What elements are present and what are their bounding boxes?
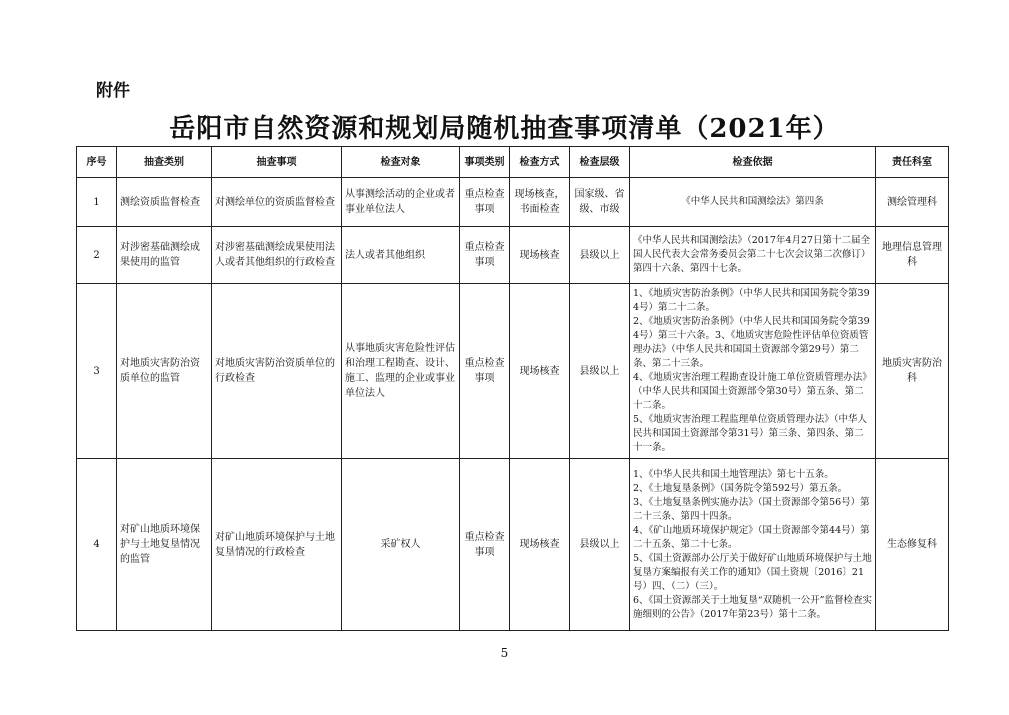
cell-basis (630, 459, 876, 631)
cell-item-type: 重点检查事项 (460, 284, 510, 459)
header-item-type: 事项类别 (460, 147, 510, 178)
cell-target: 采矿权人 (342, 459, 460, 631)
cell-target: 从事地质灾害危险性评估和治理工程勘查、设计、施工、监理的企业或事业单位法人 (342, 284, 460, 459)
cell-basis (630, 227, 876, 284)
cell-item: 对涉密基础测绘成果使用法人或者其他组织的行政检查 (212, 227, 342, 284)
basis-line: 1、《中华人民共和国土地管理法》第七十五条。 (633, 468, 834, 480)
cell-level: 县级以上 (570, 459, 630, 631)
inspection-table (76, 146, 949, 631)
cell-method: 现场核查 (510, 459, 570, 631)
table-row (77, 284, 949, 459)
cell-target: 从事测绘活动的企业或者事业单位法人 (342, 178, 460, 227)
cell-category: 测绘资质监督检查 (117, 178, 212, 227)
cell-item-type: 重点检查事项 (460, 459, 510, 631)
header-category: 抽查类别 (117, 147, 212, 178)
table-row (77, 178, 949, 227)
document-title: 岳阳市自然资源和规划局随机抽查事项清单（2021年） (169, 114, 840, 144)
basis-line: 5、《国土资源部办公厅关于做好矿山地质环境保护与土地复垦方案编报有关工作的通知》（国土资规〔2016〕21号）四、（二）（三）。 (633, 552, 872, 592)
cell-seq: 3 (77, 284, 117, 459)
basis-line: 《中华人民共和国测绘法》第四条 (681, 196, 824, 207)
page-number: 5 (500, 646, 509, 660)
cell-level: 国家级、省级、市级 (570, 178, 630, 227)
header-item: 抽查事项 (212, 147, 342, 178)
cell-category: 对矿山地质环境保护与土地复垦情况的监管 (117, 459, 212, 631)
header-basis: 检查依据 (630, 147, 876, 178)
cell-seq: 1 (77, 178, 117, 227)
cell-method: 现场核查，书面检查 (510, 178, 570, 227)
cell-item: 对地质灾害防治资质单位的行政检查 (212, 284, 342, 459)
basis-line: 《中华人民共和国测绘法》（2017年4月27日第十二届全国人民代表大会常务委员会第二十七次会议第二次修订）第四十六条、第四十七条。 (633, 235, 871, 274)
basis-line: 6、《国土资源部关于土地复垦“双随机一公开”监督检查实施细则的公告》（2017年第23号）第十二条。 (633, 594, 873, 620)
basis-line: 1、《地质灾害防治条例》（中华人民共和国国务院令第394号）第二十二条。 (633, 288, 870, 313)
cell-method: 现场核查 (510, 284, 570, 459)
cell-method: 现场核查 (510, 227, 570, 284)
cell-category: 对涉密基础测绘成果使用的监管 (117, 227, 212, 284)
cell-item-type: 重点检查事项 (460, 227, 510, 284)
header-target: 检查对象 (342, 147, 460, 178)
header-method: 检查方式 (510, 147, 570, 178)
table-header-row (77, 147, 949, 178)
cell-basis (630, 284, 876, 459)
cell-seq: 4 (77, 459, 117, 631)
attachment-label: 附件 (96, 81, 130, 101)
basis-line: 5、《地质灾害治理工程监理单位资质管理办法》（中华人民共和国国土资源部令第31号）第三条、第四条、第二十一条。 (633, 414, 868, 453)
cell-basis (630, 178, 876, 227)
basis-line: 4、《矿山地质环境保护规定》（国土资源部令第44号）第二十五条、第二十七条。 (633, 524, 870, 550)
cell-item-type: 重点检查事项 (460, 178, 510, 227)
header-seq: 序号 (77, 147, 117, 178)
header-level: 检查层级 (570, 147, 630, 178)
cell-seq: 2 (77, 227, 117, 284)
basis-line: 2、《地质灾害防治条例》（中华人民共和国国务院令第394号）第三十六条。3、《地质灾害危险性评估单位资质管理办法》（中华人民共和国国土资源部令第29号）第二条、第二十三条。 (633, 316, 870, 369)
cell-level: 县级以上 (570, 284, 630, 459)
basis-line: 3、《土地复垦条例实施办法》（国土资源部令第56号）第二十三条、第四十四条。 (633, 496, 870, 522)
cell-target: 法人或者其他组织 (342, 227, 460, 284)
cell-office: 测绘管理科 (876, 178, 949, 227)
cell-office: 地理信息管理科 (876, 227, 949, 284)
cell-item: 对测绘单位的资质监督检查 (212, 178, 342, 227)
cell-office: 生态修复科 (876, 459, 949, 631)
cell-item: 对矿山地质环境保护与土地复垦情况的行政检查 (212, 459, 342, 631)
cell-category: 对地质灾害防治资质单位的监管 (117, 284, 212, 459)
basis-line: 4、《地质灾害治理工程勘查设计施工单位资质管理办法》（中华人民共和国国土资源部令第30号）第五条、第二十二条。 (633, 372, 872, 411)
table-row (77, 227, 949, 284)
basis-line: 2、《土地复垦条例》（国务院令第592号）第五条。 (633, 482, 848, 494)
cell-office: 地质灾害防治科 (876, 284, 949, 459)
header-office: 责任科室 (876, 147, 949, 178)
cell-level: 县级以上 (570, 227, 630, 284)
table-row (77, 459, 949, 631)
